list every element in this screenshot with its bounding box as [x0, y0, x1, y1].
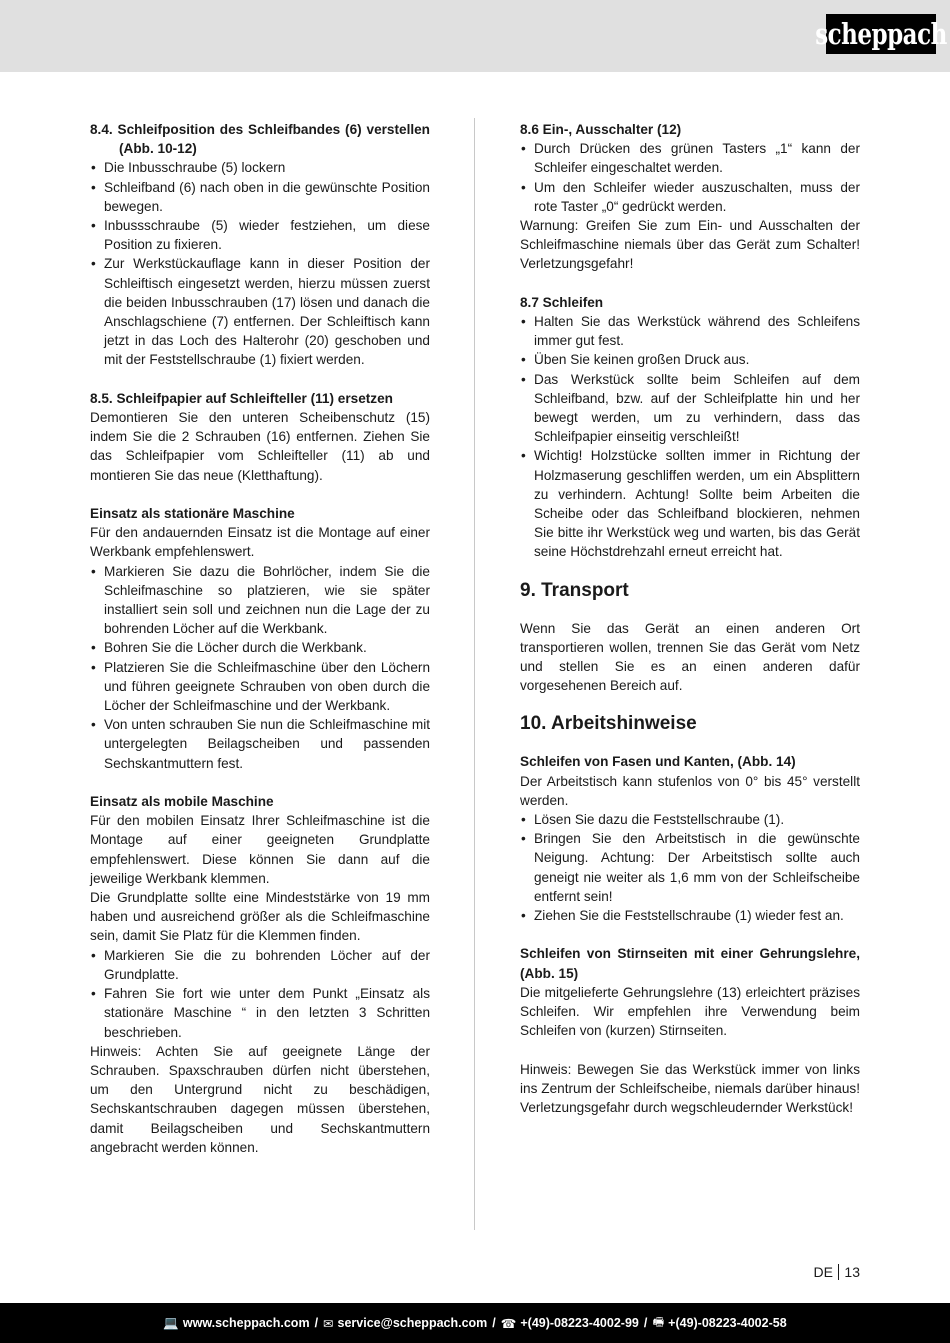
list-item: • Die Inbusschraube (5) lockern [90, 158, 430, 177]
footer-website[interactable]: www.scheppach.com [182, 1316, 310, 1330]
footer-email[interactable]: service@scheppach.com [337, 1316, 488, 1330]
list-item: • Fahren Sie fort wie unter dem Punkt „Einsatz als stationäre Maschine “ in den letzten 3 Schritten beschrieben. [90, 984, 430, 1042]
left-column [90, 120, 430, 1157]
page-number-value: 13 [844, 1264, 860, 1280]
mobile-text-2: Die Grundplatte sollte eine Mindeststärke von 19 mm haben und ausreichend größer als die Schleifmaschine sein, damit Sie Platz für die Klemmen finden. [90, 890, 430, 944]
list-item: • Von unten schrauben Sie nun die Schleifmaschine mit untergelegten Beilagscheiben und passenden Sechskantmuttern fest. [90, 715, 430, 773]
computer-icon: 💻 [163, 1315, 179, 1330]
stationary-title: Einsatz als stationäre Maschine [90, 506, 295, 522]
stirn-note: Hinweis: Bewegen Sie das Werkstück immer von links ins Zentrum der Schleifscheibe, niemals darüber hinaus! Verletzungsgefahr durch wegschleudernder Werkstück! [520, 1061, 860, 1116]
footer-fax: +(49)-08223-4002-58 [668, 1316, 787, 1330]
page-language: DE [813, 1264, 833, 1280]
list-item: • Bringen Sie den Arbeitstisch in die gewünschte Neigung. Achtung: Der Arbeitstisch sollte auch geneigt nie weiter als 1,6 mm von der Schleifscheibe entfernt sein! [520, 829, 860, 906]
mobile-title: Einsatz als mobile Maschine [90, 794, 274, 810]
page-number [813, 1264, 860, 1280]
stirn-text: Die mitgelieferte Gehrungslehre (13) erleichtert präzises Schleifen. Wir empfehlen ihre Verwendung beim Schleifen von (kurzen) Stirnseiten. [520, 984, 860, 1039]
list-item: • Markieren Sie die zu bohrenden Löcher auf der Grundplatte. [90, 946, 430, 984]
section-8-5-title: 8.5. Schleifpapier auf Schleifteller (11) ersetzen [90, 390, 393, 406]
fasen-text: Der Arbeitstisch kann stufenlos von 0° bis 45° verstellt werden. [520, 773, 860, 808]
footer-bar [0, 1303, 950, 1343]
footer-phone: +(49)-08223-4002-99 [520, 1316, 639, 1330]
page-number-divider [838, 1264, 840, 1280]
section-8-6-warning: Warnung: Greifen Sie zum Ein- und Ausschalten der Schleifmaschine niemals über das Gerät zum Schalter! Verletzungsgefahr! [520, 218, 860, 272]
footer-separator: / [314, 1316, 319, 1330]
phone-icon: ☎ [500, 1316, 517, 1331]
mobile-note: Hinweis: Achten Sie auf geeignete Länge der Schrauben. Spaxschrauben dürfen nicht überstehen, um den Untergrund nicht zu beschädigen, Sechskantschrauben dagegen müssen überstehen, damit Beilagscheiben und Sechskantmuttern angebracht werden können. [90, 1043, 430, 1155]
list-item: • Inbussschraube (5) wieder festziehen, um diese Position zu fixieren. [90, 216, 430, 254]
section-8-7-title: 8.7 Schleifen [520, 294, 604, 310]
footer-separator: / [492, 1316, 496, 1330]
header-band [0, 0, 950, 72]
footer-separator: / [643, 1316, 648, 1330]
list-item: • Markieren Sie dazu die Bohrlöcher, indem Sie die Schleifmaschine so platzieren, wie sie später installiert sein soll und zeichnen nun die Lage der zu bohrenden Löcher auf die Werkbank. [90, 562, 430, 639]
list-item: • Um den Schleifer wieder auszuschalten, muss der rote Taster „0“ gedrückt werden. [520, 178, 860, 216]
column-divider [474, 118, 475, 1230]
right-column [520, 120, 860, 1117]
list-item: • Halten Sie das Werkstück während des Schleifens immer gut fest. [520, 312, 860, 350]
stirn-title: Schleifen von Stirnseiten mit einer Gehrungslehre, (Abb. 15) [520, 946, 860, 981]
section-10-title: 10. Arbeitshinweise [520, 713, 697, 735]
section-9-text: Wenn Sie das Gerät an einen anderen Ort transportieren wollen, trennen Sie das Gerät vom Netz und stellen Sie es an einen anderen dafür vorgesehenen Bereich auf. [520, 620, 860, 694]
fax-icon: 🖷 [652, 1314, 665, 1329]
section-8-7-list [520, 312, 860, 562]
list-item: • Bohren Sie die Löcher durch die Werkbank. [90, 638, 430, 657]
section-8-4-list [90, 158, 430, 369]
list-item: • Lösen Sie dazu die Feststellschraube (1). [520, 810, 860, 829]
list-item: • Platzieren Sie die Schleifmaschine über den Löchern und führen geeignete Schrauben von oben durch die Löcher der Schleifmaschine und der Werkbank. [90, 658, 430, 716]
mobile-list [90, 946, 430, 1042]
list-item: • Ziehen Sie die Feststellschraube (1) wieder fest an. [520, 906, 860, 925]
list-item: • Wichtig! Holzstücke sollten immer in Richtung der Holzmaserung geschliffen werden, um ein Absplittern zu verhindern. Achtung! Sollte beim Arbeiten die Scheibe oder das Schleifband blockieren, nehmen Sie bitte ihr Werkstück weg und warten, bis das Gerät seine Höchstdrehzahl erneut erreicht hat. [520, 446, 860, 561]
section-8-6-list [520, 139, 860, 216]
list-item: • Zur Werkstückauflage kann in dieser Position der Schleiftisch eingesetzt werden, hierzu müssen zuerst die beiden Inbusschrauben (17) lösen und danach die Anschlagschiene (7) entfernen. Der Schleiftisch kann jetzt in das Loch des Halterohr (20) geschoben und mit der Feststellschraube (1) fixiert werden. [90, 254, 430, 369]
section-8-5-text: Demontieren Sie den unteren Scheibenschutz (15) indem Sie die 2 Schrauben (16) entfernen. Ziehen Sie das Schleifpapier vom Schleifteller (11) ab und montieren Sie das neue (Kletthaftung). [90, 410, 430, 483]
scheppach-logo: scheppach [826, 14, 936, 54]
section-9-title: 9. Transport [520, 579, 629, 601]
section-8-4-title: 8.4. Schleifposition des Schleifbandes (6) verstellen (Abb. 10-12) [90, 122, 430, 157]
mobile-text-1: Für den mobilen Einsatz Ihrer Schleifmaschine ist die Montage auf einer geeigneten Grundplatte empfehlenswert. Diese können Sie dann auf die jeweilige Werkbank klemmen. [90, 813, 430, 886]
list-item: • Durch Drücken des grünen Tasters „1“ kann der Schleifer eingeschaltet werden. [520, 139, 860, 177]
fasen-list [520, 810, 860, 925]
list-item: • Das Werkstück sollte beim Schleifen auf dem Schleifband, bzw. auf der Schleifplatte hin und her bewegt werden, um zu verhindern, dass das Schleifpapier einseitig verschleißt! [520, 370, 860, 447]
stationary-list [90, 562, 430, 773]
stationary-text: Für den andauernden Einsatz ist die Montage auf einer Werkbank empfehlenswert. [90, 525, 430, 560]
mail-icon: ✉ [323, 1316, 334, 1331]
list-item: • Üben Sie keinen großen Druck aus. [520, 350, 860, 369]
section-8-6-title: 8.6 Ein-, Ausschalter (12) [520, 122, 682, 137]
list-item: • Schleifband (6) nach oben in die gewünschte Position bewegen. [90, 178, 430, 216]
fasen-title: Schleifen von Fasen und Kanten, (Abb. 14) [520, 754, 796, 770]
